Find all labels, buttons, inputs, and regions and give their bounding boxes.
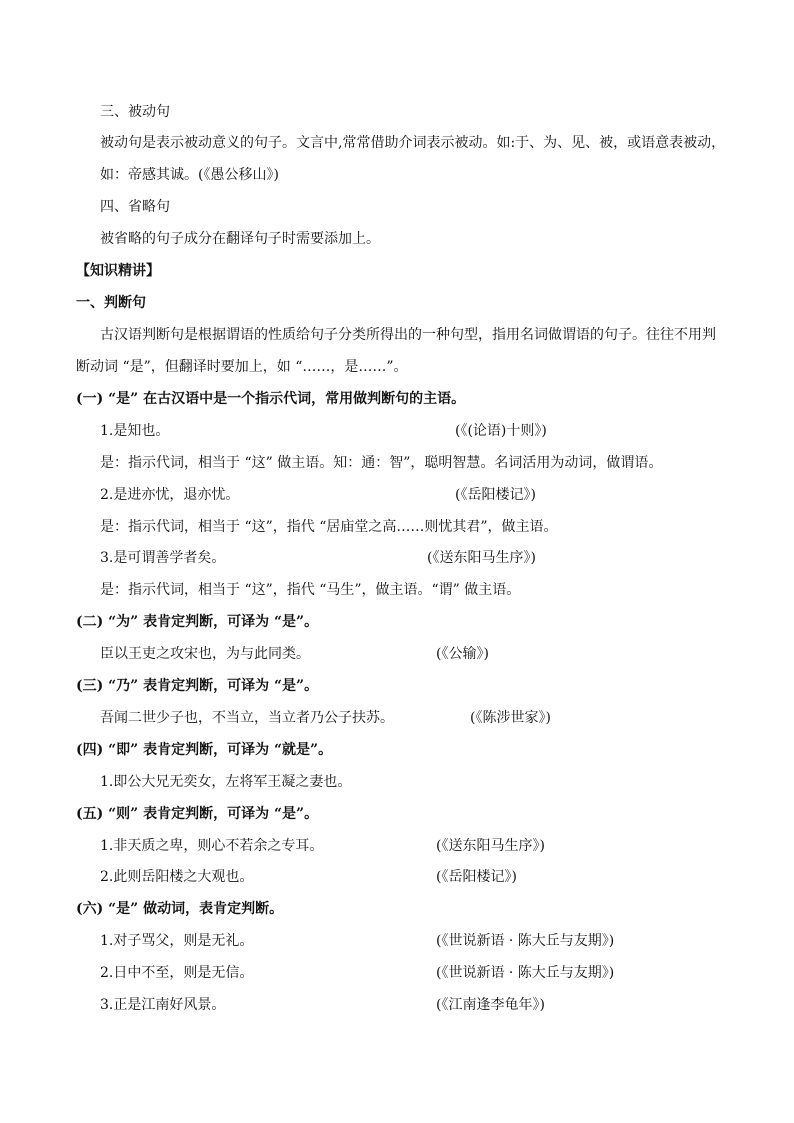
- sub1-example-1-source: (《(论语)十则》): [455, 423, 547, 439]
- sub6-example-1-source: (《世说新语 · 陈大丘与友期》): [436, 933, 615, 949]
- sub6-example-2-source: (《世说新语 · 陈大丘与友期》): [436, 965, 615, 981]
- sub1-example-3-source: (《送东阳马生序》): [427, 550, 536, 566]
- sub1-example-3-note: 是：指示代词，相当于 “这”，指代 “马生”，做主语。“谓” 做主语。: [100, 582, 521, 598]
- sub6-example-3: 3.正是江南好风景。: [100, 997, 226, 1013]
- sub6-example-3-source: (《江南逢李龟年》): [436, 997, 545, 1013]
- sub1-heading: (一) “是” 在古汉语中是一个指示代词，常用做判断句的主语。: [76, 391, 466, 407]
- sub6-example-1: 1.对子骂父，则是无礼。: [100, 933, 254, 949]
- sub1-example-2-source: (《岳阳楼记》): [455, 487, 536, 503]
- sub5-example-1-source: (《送东阳马生序》): [436, 838, 545, 854]
- sub1-example-3: 3.是可谓善学者矣。: [100, 550, 226, 566]
- knowledge-title: 【知识精讲】: [76, 263, 160, 279]
- judgment-intro-line2: 断动词 “是”，但翻译时要加上，如 “……，是……”。: [76, 359, 408, 375]
- section4-desc: 被省略的句子成分在翻译句子时需要添加上。: [100, 231, 380, 247]
- sub4-example-1: 1.即公大兄无奕女，左将军王凝之妻也。: [100, 774, 352, 790]
- sub5-example-1: 1.非天质之卑，则心不若余之专耳。: [100, 838, 324, 854]
- sub5-example-2-source: (《岳阳楼记》): [436, 869, 517, 885]
- sub2-example-1-source: (《公输》): [436, 646, 489, 662]
- sub6-heading: (六) “是” 做动词，表肯定判断。: [76, 901, 284, 917]
- section3-desc-line2: 如：帝感其诚。(《愚公移山》): [100, 167, 279, 183]
- sub1-example-1-note: 是：指示代词，相当于 “这” 做主语。知：通：智”，聪明智慧。名词活用为动词，做谓语。: [100, 455, 663, 471]
- sub2-example-1: 臣以王吏之攻宋也，为与此同类。: [100, 646, 310, 662]
- sub6-example-2: 2.日中不至，则是无信。: [100, 965, 254, 981]
- judgment-intro-line1: 古汉语判断句是根据谓语的性质给句子分类所得出的一种句型，指用名词做谓语的句子。往往不用判: [100, 327, 716, 343]
- sub1-example-2-note: 是：指示代词，相当于 “这”，指代 “居庙堂之高……则忧其君”，做主语。: [100, 519, 558, 535]
- sub3-heading: (三) “乃” 表肯定判断，可译为 “是”。: [76, 678, 319, 694]
- sub1-example-2: 2.是进亦忧，退亦忧。: [100, 487, 240, 503]
- sub5-heading: (五) “则” 表肯定判断，可译为 “是”。: [76, 806, 319, 822]
- sub5-example-2: 2.此则岳阳楼之大观也。: [100, 869, 254, 885]
- sub1-example-1: 1.是知也。: [100, 423, 170, 439]
- judgment-heading: 一、判断句: [76, 295, 146, 311]
- sub3-example-1-source: (《陈涉世家》): [470, 710, 551, 726]
- section3-desc-line1: 被动句是表示被动意义的句子。文言中,常常借助介词表示被动。如:于、为、见、被，或语意表被动，: [100, 135, 726, 151]
- section4-heading: 四、省略句: [100, 199, 170, 215]
- sub2-heading: (二) “为” 表肯定判断，可译为 “是”。: [76, 614, 319, 630]
- sub4-heading: (四) “即” 表肯定判断，可译为 “就是”。: [76, 742, 333, 758]
- sub3-example-1: 吾闻二世少子也，不当立，当立者乃公子扶苏。: [100, 710, 394, 726]
- section3-heading: 三、被动句: [100, 104, 170, 120]
